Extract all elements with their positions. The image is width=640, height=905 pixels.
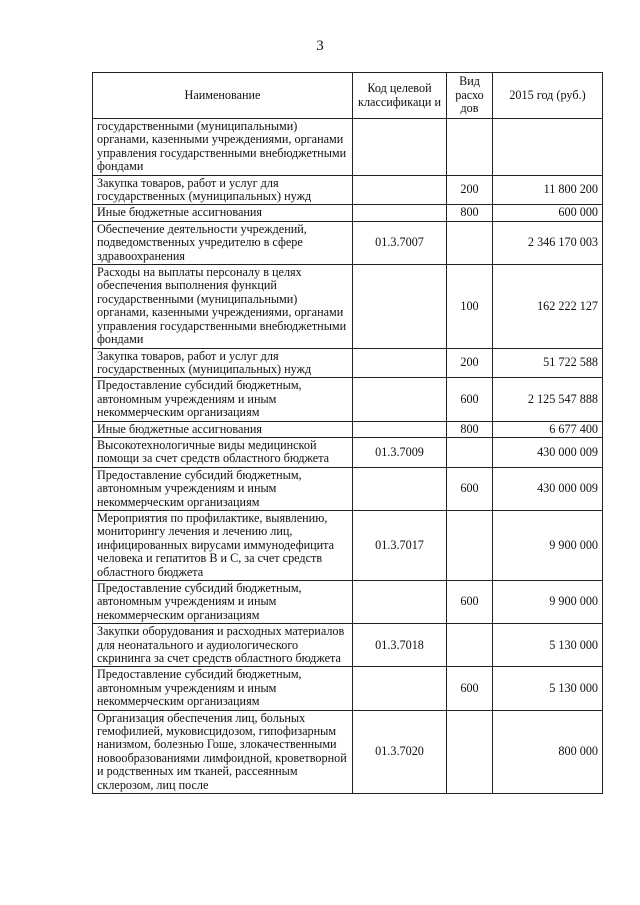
cell-expense-type <box>447 437 493 467</box>
cell-code <box>353 175 447 205</box>
cell-amount: 800 000 <box>493 710 603 793</box>
table-row <box>93 221 603 264</box>
cell-expense-type: 200 <box>447 348 493 378</box>
cell-name: Предоставление субсидий бюджетным, автономным учреждениям и иным некоммерческим организациям <box>93 581 353 624</box>
cell-amount: 9 900 000 <box>493 581 603 624</box>
page-number: 3 <box>316 38 324 54</box>
cell-code <box>353 378 447 421</box>
header-name: Наименование <box>93 73 353 119</box>
cell-amount: 5 130 000 <box>493 624 603 667</box>
cell-name: Иные бюджетные ассигнования <box>93 421 353 437</box>
cell-amount: 600 000 <box>493 205 603 221</box>
cell-expense-type: 600 <box>447 378 493 421</box>
cell-amount: 51 722 588 <box>493 348 603 378</box>
cell-code: 01.3.7009 <box>353 437 447 467</box>
table-row <box>93 348 603 378</box>
table-row <box>93 624 603 667</box>
table-row <box>93 710 603 793</box>
cell-expense-type: 800 <box>447 421 493 437</box>
cell-code: 01.3.7018 <box>353 624 447 667</box>
cell-name: Высокотехнологичные виды медицинской помощи за счет средств областного бюджета <box>93 437 353 467</box>
cell-code <box>353 205 447 221</box>
cell-amount: 6 677 400 <box>493 421 603 437</box>
cell-amount <box>493 119 603 176</box>
cell-expense-type: 100 <box>447 265 493 348</box>
table-row <box>93 667 603 710</box>
cell-expense-type <box>447 119 493 176</box>
table-row <box>93 581 603 624</box>
table-row <box>93 421 603 437</box>
cell-expense-type: 600 <box>447 467 493 510</box>
cell-code: 01.3.7020 <box>353 710 447 793</box>
cell-expense-type: 600 <box>447 581 493 624</box>
cell-code <box>353 348 447 378</box>
cell-expense-type <box>447 710 493 793</box>
cell-expense-type: 800 <box>447 205 493 221</box>
cell-name: Мероприятия по профилактике, выявлению, мониторингу лечения и лечению лиц, инфицированных вирусами иммунодефицита человека и гепатитов В и С, за счет средств областного бюджета <box>93 510 353 580</box>
cell-amount: 162 222 127 <box>493 265 603 348</box>
cell-name: Закупка товаров, работ и услуг для государственных (муниципальных) нужд <box>93 175 353 205</box>
cell-name: Иные бюджетные ассигнования <box>93 205 353 221</box>
table-row <box>93 175 603 205</box>
table-row <box>93 265 603 348</box>
cell-expense-type: 600 <box>447 667 493 710</box>
cell-amount: 430 000 009 <box>493 437 603 467</box>
header-amount: 2015 год (руб.) <box>493 73 603 119</box>
table-row <box>93 119 603 176</box>
table-row <box>93 467 603 510</box>
table-row <box>93 205 603 221</box>
cell-expense-type <box>447 221 493 264</box>
cell-name: Закупка товаров, работ и услуг для государственных (муниципальных) нужд <box>93 348 353 378</box>
cell-amount: 11 800 200 <box>493 175 603 205</box>
cell-code <box>353 667 447 710</box>
cell-expense-type <box>447 510 493 580</box>
cell-expense-type <box>447 624 493 667</box>
cell-code: 01.3.7017 <box>353 510 447 580</box>
table-header-row <box>93 73 603 119</box>
cell-name: Обеспечение деятельности учреждений, подведомственных учредителю в сфере здравоохранения <box>93 221 353 264</box>
header-code: Код целевой классификаци и <box>353 73 447 119</box>
cell-code <box>353 119 447 176</box>
cell-name: Предоставление субсидий бюджетным, автономным учреждениям и иным некоммерческим организациям <box>93 667 353 710</box>
cell-expense-type: 200 <box>447 175 493 205</box>
budget-table <box>92 72 603 794</box>
cell-amount: 430 000 009 <box>493 467 603 510</box>
table-row <box>93 510 603 580</box>
cell-amount: 5 130 000 <box>493 667 603 710</box>
cell-name: Предоставление субсидий бюджетным, автономным учреждениям и иным некоммерческим организациям <box>93 378 353 421</box>
table-row <box>93 437 603 467</box>
table-body <box>93 119 603 794</box>
cell-code <box>353 421 447 437</box>
cell-code: 01.3.7007 <box>353 221 447 264</box>
cell-name: государственными (муниципальными) органами, казенными учреждениями, органами управления государственными внебюджетными фондами <box>93 119 353 176</box>
header-type: Вид расхо дов <box>447 73 493 119</box>
cell-name: Организация обеспечения лиц, больных гемофилией, муковисцидозом, гипофизарным нанизмом, болезнью Гоше, злокачественными новообразованиями лимфоидной, кроветворной и родственных им тканей, рассеянным склерозом, лиц после <box>93 710 353 793</box>
cell-code <box>353 265 447 348</box>
table-row <box>93 378 603 421</box>
cell-code <box>353 581 447 624</box>
cell-name: Предоставление субсидий бюджетным, автономным учреждениям и иным некоммерческим организациям <box>93 467 353 510</box>
cell-name: Расходы на выплаты персоналу в целях обеспечения выполнения функций государственными (муниципальными) органами, казенными учреждениями, органами управления государственными внебюджетными фондами <box>93 265 353 348</box>
cell-name: Закупки оборудования и расходных материалов для неонатального и аудиологического скрининга за счет средств областного бюджета <box>93 624 353 667</box>
cell-amount: 9 900 000 <box>493 510 603 580</box>
cell-amount: 2 346 170 003 <box>493 221 603 264</box>
cell-code <box>353 467 447 510</box>
cell-amount: 2 125 547 888 <box>493 378 603 421</box>
